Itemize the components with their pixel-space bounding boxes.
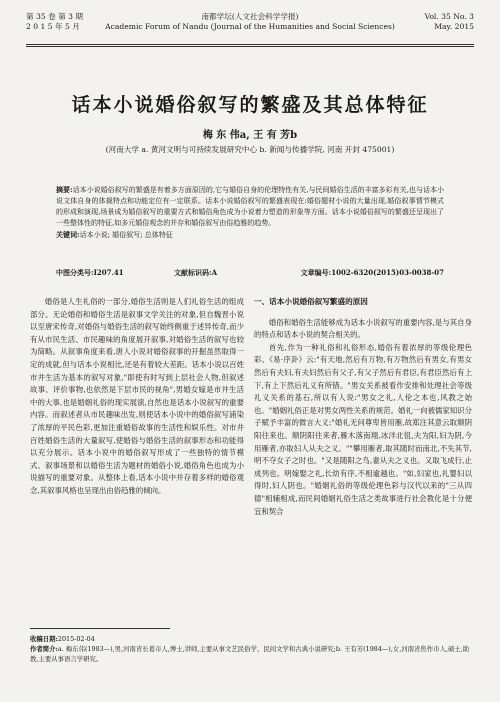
journal-name-en: Academic Forum of Nandu (Journal of the Humanities and Social Sciences) bbox=[105, 22, 395, 31]
issue-date: 2 0 1 5 年 5 月 bbox=[26, 22, 80, 31]
body-column-left bbox=[30, 296, 244, 498]
journal-name bbox=[26, 12, 474, 32]
footnote-rule bbox=[30, 628, 170, 629]
issue-date-en: May. 2015 bbox=[434, 22, 474, 31]
journal-name-cn: 南都学坛(人文社会科学学报) bbox=[201, 12, 299, 21]
document-code: 文献标识码:A bbox=[174, 268, 218, 277]
volume-info-en bbox=[425, 12, 474, 32]
keywords-text: 话本小说; 婚俗叙写; 总体特征 bbox=[79, 231, 173, 239]
abstract-label: 摘要: bbox=[56, 185, 73, 194]
footnote bbox=[30, 634, 472, 664]
volume-issue-en: Vol. 35 No. 3 bbox=[424, 12, 474, 21]
keywords-label: 关键词: bbox=[56, 230, 80, 239]
body-paragraph: 婚俗和婚俗生活能够成为话本小说叙写的重要内容,是与其自身的特点和话本小说的契合相关的。 bbox=[254, 317, 472, 340]
article-authors: 梅 东 伟a, 王 有 芳b bbox=[202, 130, 298, 141]
bio-label: 作者简介: bbox=[30, 645, 58, 653]
article-title: 话本小说婚俗叙写的繁盛及其总体特征 bbox=[71, 94, 429, 116]
abstract-block bbox=[56, 184, 444, 241]
received-label: 收稿日期: bbox=[30, 635, 58, 643]
header-rule-thin bbox=[26, 46, 474, 47]
author-affiliation: (河南大学 a. 黄河文明与可持续发展研究中心 b. 新闻与传播学院, 河南 开封 475001) bbox=[105, 145, 395, 154]
clc-number: 中图分类号:I207.41 bbox=[56, 268, 124, 277]
body-paragraph: 婚俗是人生礼俗的一部分,婚俗生活则是人们礼俗生活的组成部分。无论婚俗和婚俗生活是叙事文学关注的对象,但自魏晋小说以至唐宋传奇,对婚俗与婚俗生活的叙写始终侧重于述异传奇,而少有从市民生活、市民趣味的角度展开叙事,对婚俗生活的叙写也较为简略。从叙事角度来看,唐人小说对婚俗叙事的开掘虽然取得一定的成就,但与话本小说相比,还是有着较大差距。话本小说以百姓市井生活为基本的叙写对象,"即使有时写到上层社会人物,但叙述故事、评价事物,也依然是下层市民的视角",男婚女嫁是市井生活中的大事,也是婚姻礼俗的现实展演,自然也是话本小说叙写的重要内容。而叙述者从市民趣味出发,则使话本小说中的婚俗叙写浦染了浓厚的平民色彩,更加注重婚俗故事的生活性和娱乐性。对市井百姓婚俗生活的大量叙写,使婚俗与婚俗生活的叙事形态和功能得以充分展示。话本小说中的婚俗叙写形成了一些独特的情节模式、叙事场景和以婚俗生活为题材的婚俗小说,婚俗角色也成为小说描写的重要对象。从整体上看,话本小说中并存着多样的婚俗观念,其叙事风格也呈现出由俗趋雅的倾向。 bbox=[30, 297, 244, 495]
author-bio-a: a. 梅东伟(1983—),男,河南省长葛市人,博士,讲师,主要从事文艺民俗学、民间文学和古典小说研究; bbox=[57, 645, 336, 653]
volume-issue: 第 35 卷 第 3 期 bbox=[26, 12, 83, 21]
body-paragraph: 首先,作为一种礼俗和礼俗形态,婚俗有着浓厚的等级伦理色彩。《易·序卦》云:"有天地,然后有万物,有万物然后有男女,有男女然后有夫妇,有夫妇然后有父子,有父子然后有君臣,有君臣然后有上下,有上下然后礼义有所错。"男女关系被看作安排和处理社会等级礼义关系的基石,所以有人说:"男女之礼,人伦之本也,风教之始也。"婚姻礼俗正是对男女两性关系的规范。婚礼一向被儒家知识分子赋予丰富的微言大义:"婚礼无问尊卑皆用雁,故郑注其意云取顺阴阳往来也。顺阴阳往来者,雁木落南翔,冰泮北徂,夫为阳,妇为阴,今用雁者,亦取妇人从夫之义。""攀用雁者,取其随时而南北,不失其节,明不夺女子之时也。"又是随阳之鸟,妻从夫之义也。又取飞成行,止成列也。明嫁娶之礼,长幼有序,不相逾越也。"如,妇家也,礼婴妇以得时,妇人阴也。"婚姻礼俗的等级伦理色彩与汉代以来的"三从四德"相辅相成,而民间婚姻礼俗生活之类故事进行社会教化是十分便宜和契合 bbox=[254, 342, 472, 516]
section-heading: 一、话本小说婚俗叙写繁盛的原因 bbox=[254, 297, 368, 306]
running-header bbox=[26, 12, 474, 42]
body-column-right bbox=[254, 296, 472, 518]
header-rule bbox=[26, 44, 474, 45]
article-number: 文章编号:1002-6320(2015)03-0038-07 bbox=[300, 268, 444, 277]
received-date: 2015-02-04 bbox=[57, 635, 95, 643]
author-bio-b: b. 王有芳(1984—),女,河南省焦作市人,硕士,助教,主要从事语言学研究。 bbox=[30, 645, 470, 663]
abstract-text: 话本小说婚俗叙写的繁盛是有着多方面原因的,它与婚俗自身的伦理特性有关,与民间婚俗生活的丰富多彩有关,也与话本小说文体自身的体裁特点和功能定位有一定联系。话本小说婚俗叙写的繁盛表现在:婚俗题材小说的大量出现,婚俗叙事情节模式的形成和演现,场景成为婚俗叙写的重要方式和婚俗角色成为小说着力塑造的形象等方面。话本小说婚俗叙写的繁盛还呈现出了一些整体性的特征,如多元婚俗观念的并存和婚俗叙写由俗趋雅的趋势。 bbox=[56, 186, 444, 227]
